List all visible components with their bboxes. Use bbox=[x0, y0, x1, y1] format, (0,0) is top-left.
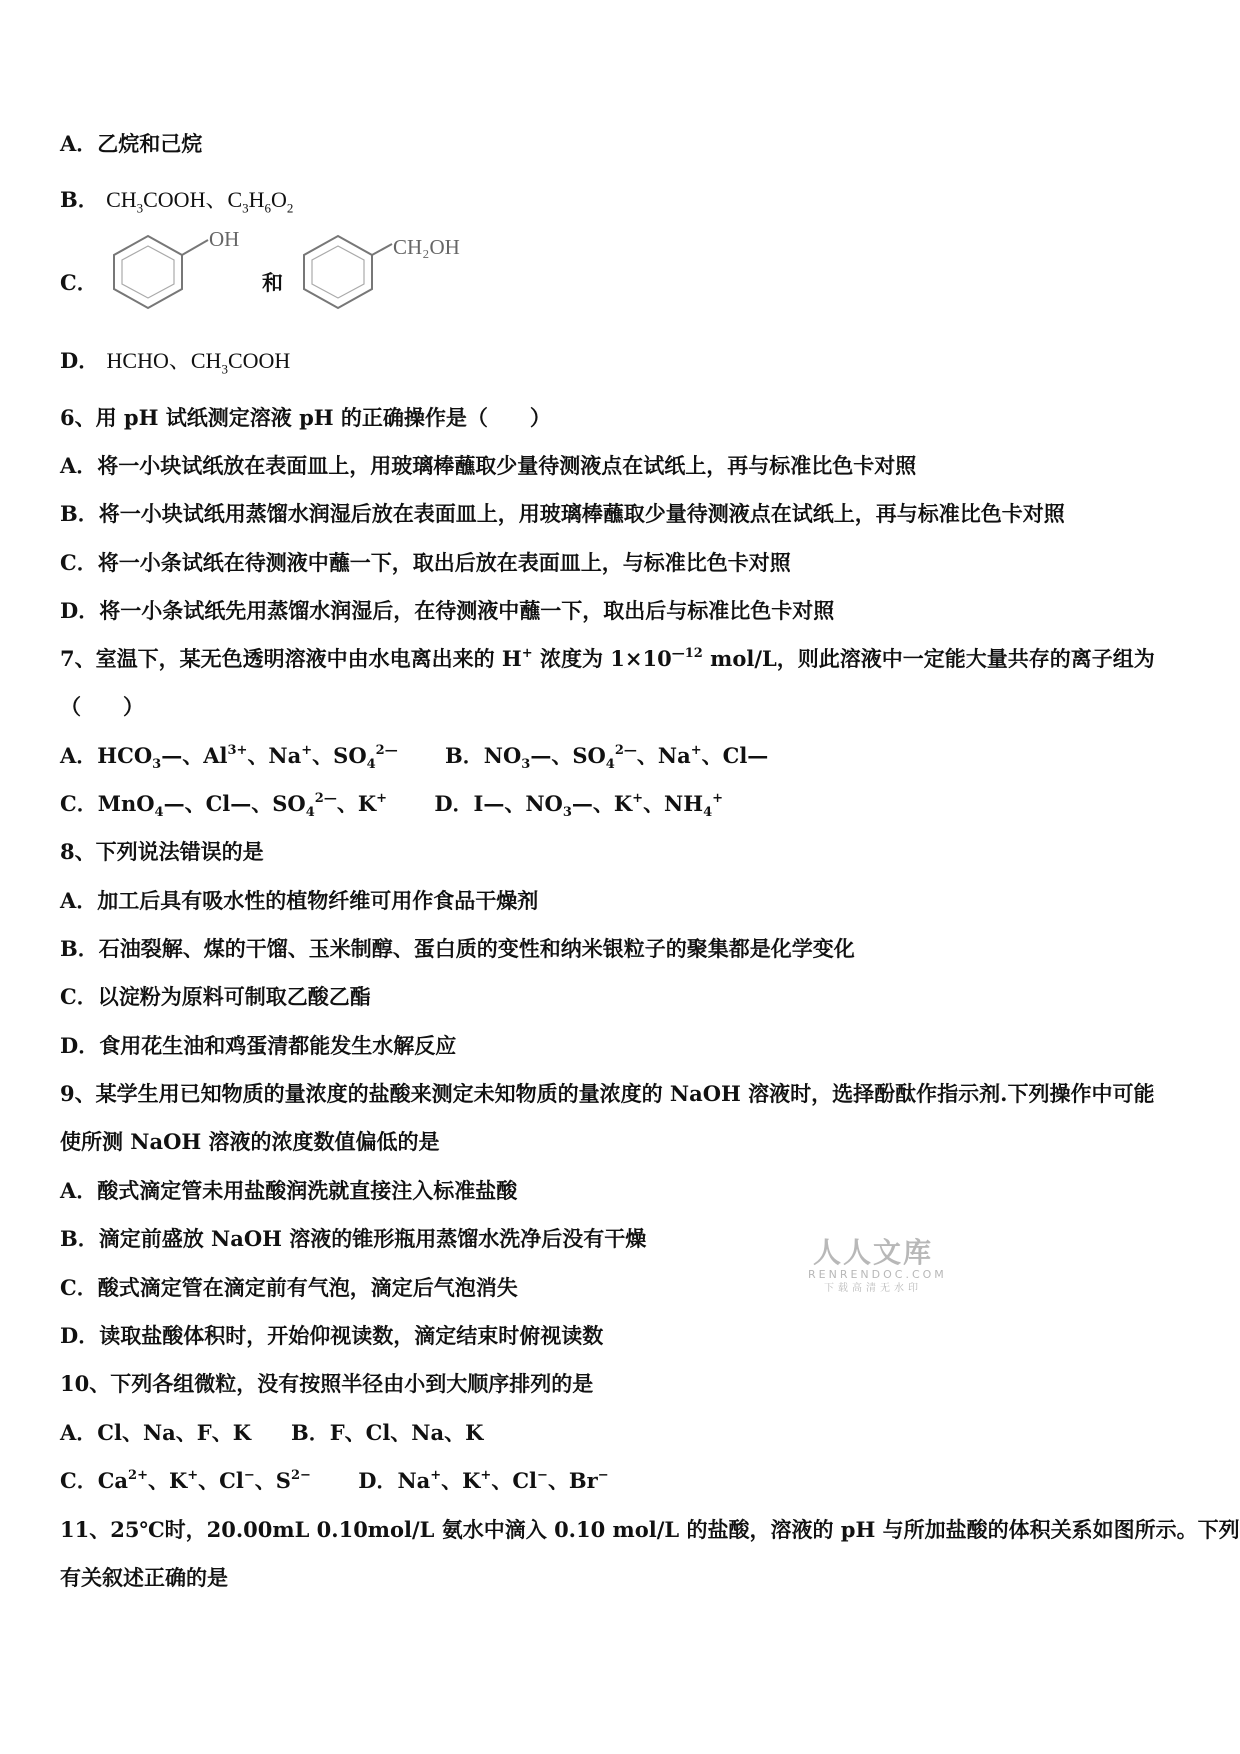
q6-option-c: C．将一小条试纸在待测液中蘸一下，取出后放在表面皿上，与标准比色卡对照 bbox=[60, 550, 791, 575]
q8-stem: 8、下列说法错误的是 bbox=[60, 839, 264, 864]
q8-option-b: B．石油裂解、煤的干馏、玉米制醇、蛋白质的变性和纳米银粒子的聚集都是化学变化 bbox=[60, 936, 855, 961]
q6-option-a: A．将一小块试纸放在表面皿上，用玻璃棒蘸取少量待测液点在试纸上，再与标准比色卡对照 bbox=[60, 453, 917, 478]
q7-option-c: C．MnO$_4$—、Cl—、$SO_4^{2—}$、K+ bbox=[60, 791, 387, 821]
and-word: 和 bbox=[262, 270, 283, 295]
q6-option-d: D．将一小条试纸先用蒸馏水润湿后，在待测液中蘸一下，取出后与标准比色卡对照 bbox=[60, 598, 835, 623]
q9-stem: 9、某学生用已知物质的量浓度的盐酸来测定未知物质的量浓度的 NaOH 溶液时，选择酚酞作指示剂.下列操作中可能 bbox=[60, 1081, 1155, 1106]
watermark-title: 人人文库 bbox=[812, 1236, 933, 1269]
renrendoc-watermark bbox=[808, 1236, 947, 1295]
q8-option-d: D．食用花生油和鸡蛋清都能发生水解反应 bbox=[60, 1033, 457, 1058]
q5-option-d bbox=[60, 348, 291, 377]
q10-stem: 10、下列各组微粒，没有按照半径由小到大顺序排列的是 bbox=[60, 1371, 594, 1396]
q7-options-ab bbox=[60, 743, 769, 773]
option-label: B． bbox=[60, 187, 99, 212]
q10-option-d: D．Na+、K+、Cl−、Br− bbox=[358, 1468, 609, 1493]
q7-option-d: D．I—、$NO_3—$、K+、$NH_4^+$ bbox=[434, 791, 724, 821]
q8-option-a: A．加工后具有吸水性的植物纤维可用作食品干燥剂 bbox=[60, 888, 539, 913]
q7-option-b: B．$NO_3—$、$SO_4^{2—}$、Na+、Cl— bbox=[445, 743, 769, 773]
q5-option-b bbox=[60, 187, 294, 216]
ch2oh-label: CH₂OH bbox=[393, 235, 460, 259]
q7-stem: 7、室温下，某无色透明溶液中由水电离出来的 H+ 浓度为 $1\times 10^{—12}$ mol/L，则此溶液中一定能大量共存的离子组为 bbox=[60, 646, 1155, 671]
q7-stem-paren: （ ） bbox=[60, 694, 144, 719]
phenol-structure bbox=[100, 222, 260, 312]
option-label: A． bbox=[60, 131, 98, 156]
q9-option-d: D．读取盐酸体积时，开始仰视读数，滴定结束时俯视读数 bbox=[60, 1323, 604, 1348]
q10-options-ab bbox=[60, 1420, 483, 1446]
q6-option-b: B．将一小块试纸用蒸馏水润湿后放在表面皿上，用玻璃棒蘸取少量待测液点在试纸上，再与标准比色卡对照 bbox=[60, 501, 1065, 526]
q6-stem: 6、用 pH 试纸测定溶液 pH 的正确操作是（ ） bbox=[60, 405, 551, 430]
q9-stem-cont: 使所测 NaOH 溶液的浓度数值偏低的是 bbox=[60, 1129, 440, 1154]
q7-options-cd bbox=[60, 791, 724, 821]
q9-option-c: C．酸式滴定管在滴定前有气泡，滴定后气泡消失 bbox=[60, 1275, 518, 1300]
q10-option-a: A．Cl、Na、F、K bbox=[60, 1420, 251, 1445]
q11-stem: 11、25℃时，20.00mL 0.10mol/L 氨水中滴入 0.10 mol/L 的盐酸，溶液的 pH 与所加盐酸的体积关系如图所示。下列 bbox=[60, 1517, 1240, 1542]
formula: HCHO、$CH_3COOH$ bbox=[106, 348, 291, 377]
q5-option-a bbox=[60, 131, 202, 157]
q5-option-c-label bbox=[60, 270, 98, 296]
option-text: 乙烷和己烷 bbox=[97, 131, 203, 156]
q9-option-b: B．滴定前盛放 NaOH 溶液的锥形瓶用蒸馏水洗净后没有干燥 bbox=[60, 1226, 647, 1251]
q8-option-c: C．以淀粉为原料可制取乙酸乙酯 bbox=[60, 984, 371, 1009]
q9-option-a: A．酸式滴定管未用盐酸润洗就直接注入标准盐酸 bbox=[60, 1178, 518, 1203]
option-label: C． bbox=[60, 270, 98, 295]
phenol-oh-label: OH bbox=[209, 227, 240, 251]
watermark-site: RENRENDOC.COM bbox=[808, 1268, 947, 1281]
q10-options-cd bbox=[60, 1468, 609, 1494]
formula: $CH_3COOH$、$C_3H_6O_2$ bbox=[106, 187, 294, 216]
watermark-tagline: 下载高清无水印 bbox=[824, 1283, 922, 1294]
option-label: D． bbox=[60, 348, 100, 373]
benzyl-alcohol-structure bbox=[290, 222, 500, 312]
q10-option-b: B．F、Cl、Na、K bbox=[290, 1420, 484, 1445]
q11-stem-cont: 有关叙述正确的是 bbox=[60, 1565, 228, 1590]
q10-option-c: C．$Ca^{2+}$、K+、Cl−、$S^{2-}$ bbox=[60, 1468, 311, 1493]
q7-option-a: A．$HCO_3—$、$Al^{3+}$、Na+、$SO_4^{2—}$ bbox=[60, 743, 398, 773]
